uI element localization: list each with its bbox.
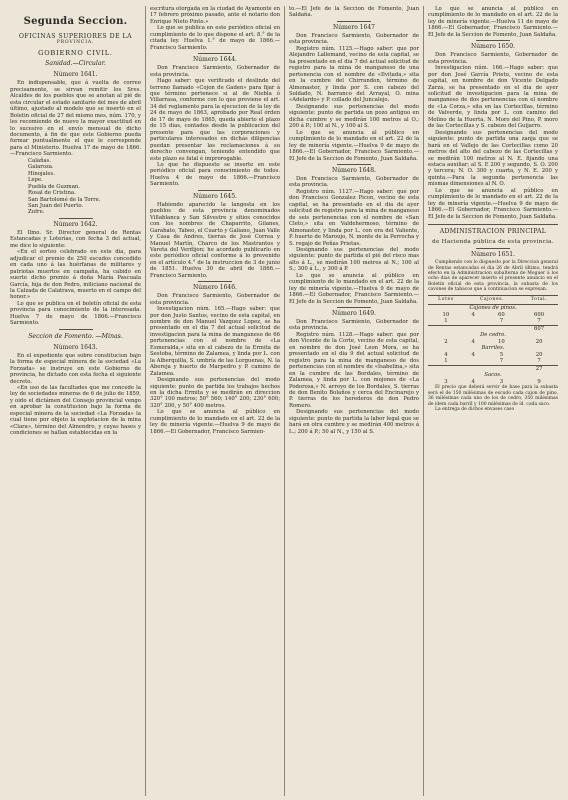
notice-number-1646: Número 1646.: [193, 284, 237, 292]
divider: [337, 164, 371, 165]
divider: [198, 281, 232, 282]
notice-number-1642: Número 1642.: [53, 220, 98, 228]
notice-number-1641: Número 1641.: [53, 71, 98, 79]
group-sacos: Sacos.: [484, 372, 502, 379]
list-item: Puebla de Guzman.: [28, 183, 80, 190]
cell: 4: [471, 311, 475, 318]
header-cajones: Cajones.: [464, 295, 520, 304]
notice-1650-intro: Don Francisco Sarmiento, Gobernador de esta provincia.: [428, 52, 558, 65]
notice-number-1645: Número 1645.: [193, 192, 237, 200]
cell: 4: [471, 379, 475, 386]
cell: 4: [444, 352, 448, 359]
notice-1648-closing: Lo que se anuncia al público en cumplimiento de lo mandado en el art. 22 de la ley de minería vigente.—Huelva 9 de mayo de 1866.—El Gobernador, Francisco Sarmiento.—El Jefe de la Seccion de Fomento, Juan Saldaña.: [289, 272, 419, 305]
notice-1647-body: Registro núm. 1125.—Hago saber: que por Alejandro Lallemand, vecino de esta capital, se ha presentado en el dia 7 del actual solicitud de registro para la mina de manganeso de una pertenencia con el nombre de «Ilvitada,» sita en la cumbre del Chirrandon, término de Almonaster, y linda por S. con cabezo del Soldado, N. barranco del Arrayal, O. mina «Adelardo» y P. collado del Juncalejo.: [289, 45, 419, 104]
cell: 3: [499, 379, 504, 386]
cell: 3: [444, 379, 448, 386]
cell: 60: [498, 311, 505, 318]
group-pinos: Cajones de pinos.: [469, 304, 517, 311]
cell: 600: [534, 311, 545, 318]
cell: [464, 318, 483, 325]
cell: 4: [471, 338, 475, 345]
notice-1647-closing: Lo que se anuncia al público en cumplimiento de lo mandado en el art. 22 de la ley de minería vigente.—Huelva 9 de mayo de 1866.—El Gobernador, Francisco Sarmiento.—El Jefe de la Seccion de Fomento, Juan Saldaña.: [289, 129, 419, 162]
fomento-heading: Seccion de Fomento. —Minas.: [28, 332, 123, 340]
table-row: [428, 365, 558, 372]
notice-1644-intro: Don Francisco Sarmiento, Gobernador de esta provincia.: [150, 65, 280, 78]
notice-1643-continued: escritura otorgada en la ciudad de Ayamonte en 17 febrero próximo pasado, ante el notario don Enrique Nieto Pinto.»: [150, 6, 280, 25]
cell: 7: [499, 358, 504, 365]
cell: 20: [535, 338, 543, 345]
notice-1643-intro: En el expediente que sobre constitucion bajo la forma de especial minera de la sociedad «La Forzada» se instruye en este Gobierno de provincia, he dictado con esta fecha el siguiente decreto.: [10, 352, 141, 385]
notice-1646-intro: Don Francisco Sarmiento, Gobernador de esta provincia.: [150, 293, 280, 306]
divider: [198, 190, 232, 191]
divider: [428, 224, 558, 225]
hacienda-subheading: de Hacienda pública de esta provincia.: [432, 238, 554, 245]
cell: 7: [537, 318, 541, 325]
table-row: [428, 358, 558, 365]
divider: [59, 218, 93, 219]
header-lotes: Lotes: [428, 295, 464, 304]
group-barriles: Barriles.: [481, 345, 505, 352]
cell: [464, 358, 483, 365]
offices-heading: OFICINAS SUPERIORES DE LA: [18, 33, 133, 40]
column-3: [284, 6, 423, 796]
notice-1651-body: Cumpliendo con lo dispuesto por la Direccion general de Rentas estancadas el dia 26 de Abril último, tendrá efecto en la Administracion subalterna de Moguer á los ocho dias de aparecer inserto el presente anuncio en el Boletin oficial de esta provincia, la subasta de los cavones de tabacos que á continuacion se expresan.: [428, 260, 558, 293]
notice-1648-designation: Designando sus pertenencias del modo siguiente: punto de partida el pié del risco mas alto á L., se medirán 100 metros al N.; 100 al S.; 300 á L., y 300 á P.: [289, 246, 419, 273]
province-subheading: PROVINCIA.: [56, 40, 95, 46]
list-item: Zufre.: [28, 209, 45, 216]
notice-1649-intro: Don Francisco Sarmiento, Gobernador de esta provincia.: [289, 319, 419, 332]
header-total: Total.: [520, 295, 558, 304]
divider: [476, 248, 510, 249]
notice-1644-closing: Lo que he dispuesto se inserte en este periódico oficial para conocimiento de todos. Huelva 4 de mayo de 1866.—Francisco Sarmiento.: [150, 161, 280, 188]
list-item: Rosal de Cristina.: [28, 190, 76, 197]
list-item: San Bartolomé de la Torre.: [28, 196, 101, 203]
group-cedro: De cedro.: [480, 331, 506, 338]
notice-1651-continues: La entrega de dichos envases caso: [435, 406, 515, 412]
notice-1643-closing: Lo que se publica en este periódico oficial en cumplimiento de lo que dispone el art. 8.° de la citada ley. Huelva 1.° de mayo de 1866.—Francisco Sarmiento.: [150, 25, 280, 51]
pueblos-list: [10, 158, 141, 216]
notice-1642-intro: El Ilmo. Sr. Director general de Rentas Estancadas y Loterías, con fecha 3 del actual, me dice lo siguiente:: [10, 229, 141, 249]
cell: 1: [444, 358, 448, 365]
cell: 4: [471, 352, 475, 359]
subasta-table: [428, 295, 558, 386]
cell: 1: [444, 318, 448, 325]
cell: 2: [444, 338, 448, 345]
column-4: [423, 6, 562, 796]
cell: 7: [499, 318, 504, 325]
hacienda-heading: ADMINISTRACION PRINCIPAL: [439, 228, 547, 236]
table-row: [428, 318, 558, 325]
notice-1643-body: «En uso de las facultades que me concede la ley de sociedades mineras de 6 de julio de 1859, y oido el dictámen del Consejo provincial vengo en aprobar la constitucion bajo la forma de especial minera de la sociedad «La Forzada» la cual tiene por objeto la explotacion de la mina «Clara», término del Almendro, y cuyas bases y condiciones se hallan establecidas en la: [10, 384, 141, 437]
list-item: Calañas.: [28, 157, 52, 164]
notice-1646-closing: Lo que se anuncia al público en cumplimiento de lo mandado en el art. 22 de la ley de minería vigente.—Huelva 9 de mayo de 1866.—El Gobernador, Francisco Sarmien-: [150, 409, 280, 435]
notice-1650-closing: Lo que se anuncia al público en cumplimiento de lo mandado en el art. 22 de la ley de minería vigente.—Huelva 9 de mayo de 1866.—El Gobernador, Francisco Sarmiento.—El Jefe de la Seccion de Fomento, Juan Saldaña.: [428, 187, 558, 220]
notice-1651-prices: El precio que deberá servir de base para la subasta será el de 150 milésimas de escudo cada cajon de pino, 36 milésimas cada uno de los de cedro, 350 milésimas de ídem cada barril y 100 milésimas de íd. cada saco.: [428, 385, 558, 407]
column-1: [6, 6, 145, 796]
subtotal: 27: [520, 365, 558, 372]
list-item: Lepe.: [28, 177, 43, 184]
notice-1642-closing: Lo que se publica en el boletín oficial de esta provincia para conocimiento de la interesada. Huelva 7 de mayo de 1866.—Francisco Sarmiento.: [10, 300, 141, 327]
notice-1650-body: Investigacion núm. 166.—Hago saber: que por don José García Prieto, vecino de esta capital, en nombre de don Vicente Delgado Zarza, se ha presentado en el dia de ayer solicitud de investigacion para la mina de manganeso de dos pertenencias con el nombre de «La Corza,» sita en las Cortecillas, término de Valverde, y linda por L. con camino del Molino de la Huerta, N. Moro del Pino, P. moro de las Cortecillas y S. cabezo del Guijarro.: [428, 65, 558, 130]
subtotal: 607: [520, 325, 558, 332]
cell: 10: [498, 338, 505, 345]
notice-1646-designation: Designando sus pertenencias del modo siguiente: punto de partida los trabajos hechos en la dicha Ermita y se medirán en direccion 320° 100 metros; 50° 560; 140° 200; 230° 600; 320° 200, y 50° 400 metros.: [150, 377, 280, 409]
notice-1645-body: Habiendo aparecido la langosta en los pueblos de esta provincia denominados Villablanca y San Silvestre y sitios conocidos con los nombres de Chaparrito, Gilanes, Garabato, Tabeo, el Cuarto y Galiano, Juan Valle y Casa de Andres, tierras de José Correa y Manuel Martín, Charco de los Mastrantos y Vareta del Verdijon; he acordado publicarlo en este periódico oficial conforme á lo prevenido en el artículo 4.° de la instruccion de 3 de junio de 1851. Huelva 30 de abril de 1866.—Francisco Sarmiento.: [150, 201, 280, 279]
notice-1649-body: Registro núm. 1128.—Hago saber: que por don Vicente de la Corte, vecino de esta capital, en nombre de don José Leon Mora, se ha presentado en el dia 9 del actual solicitud de registro para la mina de manganeso de dos pertenencias con el nombre de «Isabelina,» sita en la cumbre de las Bordales, término de Zalamea, y linda por L. con mojones de «La Podorosa,» N. arroyo de los Bordales, S. tierras de don Benito Bolaños y cerca del Encinarejo y P. tierras de los herederos de don Pedro Romero.: [289, 331, 419, 409]
column-2: [145, 6, 284, 796]
notice-number-1644: Número 1644.: [193, 56, 237, 64]
list-item: Hinojales.: [28, 170, 55, 177]
divider: [337, 307, 371, 308]
notice-1641-text: En indispensable, que á vuelta de correo precisamente, se sirvan remitir los Sres. Alcaldes de los pueblos que se anotan al pié de esta circular el estado sanitario del mes de abril último, ajustado al modelo que se insertó en el Boletin oficial de 27 del mismo mes, núm. 170, y les recomiendo de nuevo la mayor exactitud en lo sucesivo en el envío mensual de dicho documento, á fin de que este Gobierno pueda formar puntualmente el que le corresponde para el Ministerio. Huelva 17 de mayo de 1866.—Francisco Sarmiento.: [10, 80, 141, 158]
notice-1648-body: Registro núm. 1127.—Hago saber: que por don Francisco Gonzalez Picon, vecino de esta capital, se ha presentado en el dia de ayer solicitud de registro para la mina de manganeso de seis pertenencias con el nombre de «San Cleto,» sita en Valdehermoso, término de Almonaster, y linda por L. con era del Valiente, P. huerto de Maroujo, N. monte de la Perrocha y S. regajo de Peñas Prietas.: [289, 188, 420, 247]
notice-1649-designation: Designando sus pertenencias del modo siguiente: punto de partida la labor legal que se hará en otra cumbre y se medirán 400 metros á L.; 200 á P.; 50 al N., y 150 al S.: [289, 409, 419, 435]
notice-1647-designation: Designando sus pertenencias del modo siguiente: punto de partida un pozo antiguo en dicha cumbre y se medirán 100 metros al O.; 200 á P.; 100 al N., y 100 al S.: [289, 103, 419, 130]
notice-1642-body: «En el sorteo celebrado en este dia, para adjudicar el premio de 250 escudos concedido en cada uno á las huérfanas de militares y patriotas muertos en campaña, ha cabido en suerte dicho premio á doña María Pascuala García, hija de don Pedro, miliciano nacional de la Calzada de Calatrava, muerto en el campo del honor.»: [10, 249, 141, 301]
cell: 5: [499, 352, 504, 359]
notice-1646-body: Investigacion núm. 165.—Hago saber: que por don Justo Santos, vecino de esta capital, en nombre de don Manuel Vazquez Lopez, se ha presentado en el dia 7 del actual solicitud de investigacion para la mina de manganeso de 66 pertenencias con el nombre de «La Esmeralda,» sita en el cabezo de la Ermita de Sestoba, término de Zalamea, y linda por L. con la Alberquilla, S. umbría de las Lorguenas, N. la Abereja y huerto de Marpedro y P. camino de Zalamea.: [150, 306, 280, 377]
cell: 9: [537, 379, 541, 386]
notice-number-1643: Número 1643.: [53, 343, 98, 351]
cell: 20: [535, 352, 543, 359]
notice-1644-body: Hago saber: que verificado el deslinde del terreno llamado «Cojon de Gaden» para fijar á que término pertenece si al de Niebla ó Villarrasa, conforme con lo que previene el art. 34 del reglamento para la ejecucion de la ley de 24 de mayo de 1863, aprobado por Real órden de 17 de mayo de 1865, queda abierto el plazo de 15 dias, contados desde la publicacion del presente para que las corporaciones y particulares interesados en dichas diligencias puedan presentar las reclamaciones á su derecho convengan, teniendo entendido que este plazo es fatal é improrogable.: [150, 78, 280, 162]
notice-1649-closing: Lo que se anuncia al público en cumplimiento de lo mandado en el art. 22 de la ley de minería vigente.—Huelva 11 de mayo de 1866.—El Gobernador, Francisco Sarmiento.—El Jefe de la Seccion de Fomento, Juan Saldaña.: [428, 6, 558, 38]
notice-1647-intro: Don Francisco Sarmiento, Gobernador de esta provincia.: [289, 32, 419, 46]
divider: [337, 21, 371, 22]
divider: [198, 53, 232, 54]
notice-number-1648: Número 1648.: [332, 166, 376, 174]
divider: [59, 329, 93, 330]
section-header: Segunda Seccion.: [23, 16, 128, 27]
notice-number-1647: Número 1647: [332, 23, 375, 31]
list-item: San Juan del Puerto.: [28, 203, 84, 210]
sanidad-heading: Sanidad.—Circular.: [45, 60, 106, 68]
table-row: [428, 325, 558, 332]
notice-1650-designation: Designando sus pertenencias del modo siguiente: punto de partida una zanja que se hará en el Vallejo de las Cortecillas como 20 metros del alto del cabezo de las Cortecillas y se medirán 100 metros al N. E. fijando una estaca auxiliar; al S. E 200 y segundo, S. O. 200 y tercera; N. O. 300 y cuarta, y N. E. 200 y quinta.—Para la segunda pertenencia las mismas dimensiones al N. O.: [428, 129, 558, 188]
notice-number-1650: Número 1650.: [471, 43, 515, 51]
notice-1646-continued: to.—El Jefe de la Seccion de Fomento, Juan Saldaña.: [289, 6, 419, 19]
notice-1648-intro: Don Francisco Sarmiento, Gobernador de esta provincia.: [289, 175, 419, 189]
civil-government-heading: GOBIERNO CIVIL.: [38, 49, 113, 58]
cell: 7: [537, 358, 541, 365]
notice-number-1649: Número 1649.: [332, 310, 376, 318]
notice-number-1651: Número 1651.: [471, 251, 515, 259]
list-item: Galaroza.: [28, 164, 54, 171]
cell: 10: [442, 311, 450, 318]
divider: [476, 40, 510, 41]
